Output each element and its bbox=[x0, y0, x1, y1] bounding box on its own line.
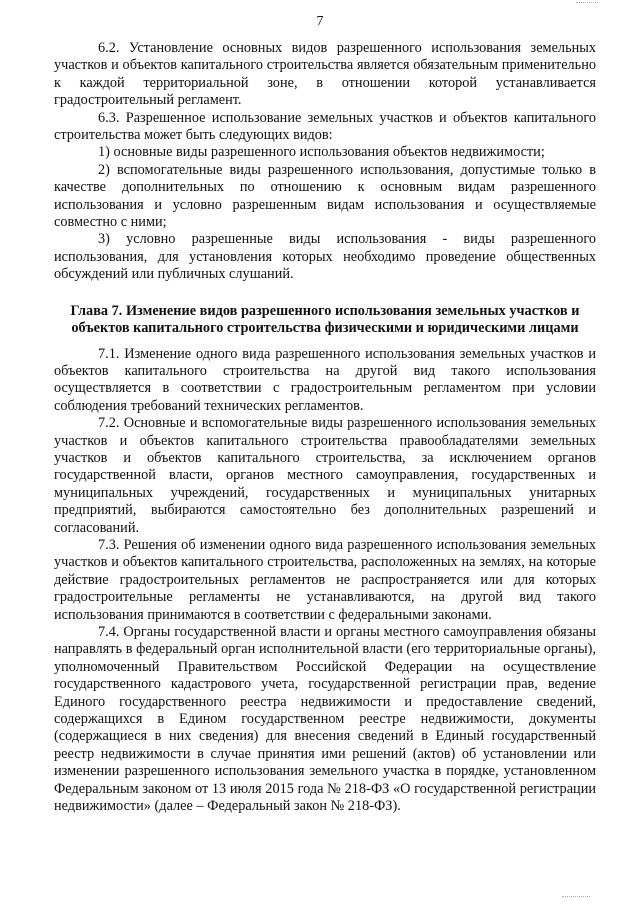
list-item-1: 1) основные виды разрешенного использования объектов недвижимости; bbox=[98, 144, 545, 161]
chapter-7-heading: Глава 7. Изменение видов разрешенного использования земельных участков и объектов капитального строительства физическими и юридическими лицами bbox=[70, 302, 580, 337]
paragraph-7-4: 7.4. Органы государственной власти и органы местного самоуправления обязаны направлять в федеральный орган исполнительной власти (его территориальные органы), уполномоченный Правительством Российской Федерации на осуществление государственного кадастрового учета, государственной регистрации прав, ведение Единого государственного реестра недвижимости и предоставление сведений, содержащихся в Едином государственном реестре недвижимости, документы (содержащиеся в них сведения) для внесения сведений в Единый государственный реестр недвижимости в случае принятия ими решений (актов) об установлении или изменении разрешенного использования земельного участка в порядке, установленном Федеральным законом от 13 июля 2015 года № 218-ФЗ «О государственной регистрации недвижимости» (далее – Федеральный закон № 218-ФЗ). bbox=[54, 624, 596, 815]
paragraph-7-3: 7.3. Решения об изменении одного вида разрешенного использования земельных участков и объектов капитального строительства, расположенных на землях, на которые действие градостроительных регламентов не распространяется или для которых градостроительные регламенты не устанавливаются, на другой вид такого использования принимаются в соответствии с федеральными законами. bbox=[54, 536, 596, 623]
paragraph-6-3: 6.3. Разрешенное использование земельных участков и объектов капитального строительства может быть следующих видов: bbox=[54, 109, 596, 144]
scan-artifact-bottom bbox=[562, 896, 590, 899]
paragraph-6-2: 6.2. Установление основных видов разрешенного использования земельных участков и объектов капитального строительства является обязательным применительно к каждой территориальной зоне, в отношении которой устанавливается градостроительный регламент. bbox=[54, 40, 596, 109]
paragraph-7-2: 7.2. Основные и вспомогательные виды разрешенного использования земельных участков и объектов капитального строительства правообладателями земельных участков и объектов капитального строительства, за исключением органов государственной власти, органов местного самоуправления, государственных и муниципальных учреждений, государственных и муниципальных унитарных предприятий, выбираются самостоятельно без дополнительных разрешений и согласований. bbox=[54, 415, 596, 536]
list-item-3: 3) условно разрешенные виды использования - виды разрешенного использования, для установления которых необходимо проведение общественных обсуждений или публичных слушаний. bbox=[54, 231, 596, 283]
scan-artifact-top bbox=[576, 2, 598, 5]
list-item-2: 2) вспомогательные виды разрешенного использования, допустимые только в качестве дополнительных по отношению к основным видам разрешенного использования и условно разрешенным видам использования и осуществляемые совместно с ними; bbox=[54, 161, 596, 231]
page-number: 7 bbox=[316, 14, 324, 29]
paragraph-7-1: 7.1. Изменение одного вида разрешенного использования земельных участков и объектов капитального строительства на другой вид такого использования осуществляется в соответствии с градостроительным регламентом при условии соблюдения требований технических регламентов. bbox=[54, 345, 596, 414]
document-body bbox=[54, 40, 596, 815]
